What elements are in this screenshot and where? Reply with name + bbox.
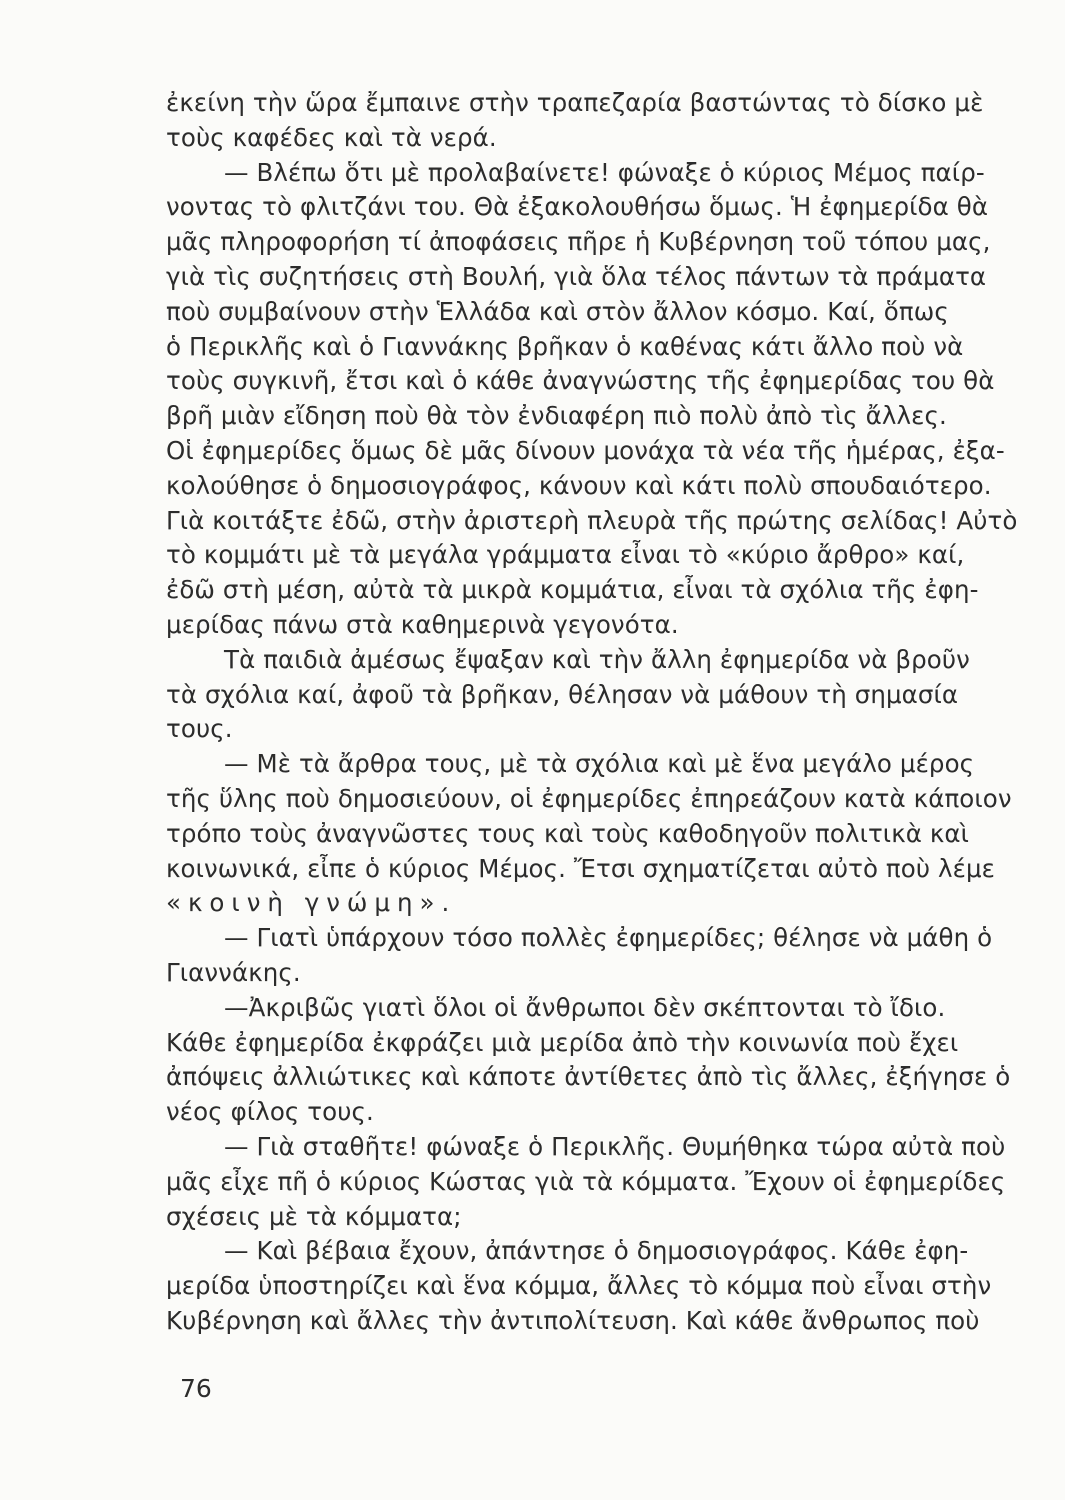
text-line: τὸ κομμάτι μὲ τὰ μεγάλα γράμματα εἶναι τὸ «κύριο ἄρθρο» καί,	[166, 540, 965, 570]
text-line: — Γιατὶ ὑπάρχουν τόσο πολλὲς ἐφημερίδες; θέλησε νὰ μάθη ὁ	[224, 923, 993, 953]
text-line: Κάθε ἐφημερίδα ἐκφράζει μιὰ μερίδα ἀπὸ τὴν κοινωνία ποὺ ἔχει	[166, 1027, 959, 1057]
text-line: νοντας τὸ φλιτζάνι του. Θὰ ἐξακολουθήσω ὅμως. Ἡ ἐφημερίδα θὰ	[166, 192, 989, 222]
text-line: τῆς ὕλης ποὺ δημοσιεύουν, οἱ ἐφημερίδες ἐπηρεάζουν κατὰ κάποιον	[166, 783, 1012, 813]
text-line: Κυβέρνηση καὶ ἄλλες τὴν ἀντιπολίτευση. Καὶ κάθε ἄνθρωπος ποὺ	[166, 1305, 980, 1335]
text-line: Γιὰ κοιτάξτε ἐδῶ, στὴν ἀριστερὴ πλευρὰ τῆς πρώτης σελίδας! Αὐτὸ	[166, 505, 1018, 535]
text-line: ποὺ συμβαίνουν στὴν Ἑλλάδα καὶ στὸν ἄλλον κόσμο. Καί, ὅπως	[166, 296, 949, 326]
text-line: νέος φίλος τους.	[166, 1097, 374, 1127]
text-line: τρόπο τοὺς ἀναγνῶστες τους καὶ τοὺς καθοδηγοῦν πολιτικὰ καὶ	[166, 818, 970, 848]
text-line: τοὺς καφέδες καὶ τὰ νερά.	[166, 122, 497, 152]
text-line: — Βλέπω ὅτι μὲ προλαβαίνετε! φώναξε ὁ κύριος Μέμος παίρ-	[224, 157, 985, 187]
text-line: ὁ Περικλῆς καὶ ὁ Γιαννάκης βρῆκαν ὁ καθένας κάτι ἄλλο ποὺ νὰ	[166, 331, 964, 361]
text-line: κοινωνικά, εἶπε ὁ κύριος Μέμος. Ἔτσι σχηματίζεται αὐτὸ ποὺ λέμε	[166, 853, 996, 883]
text-line: «κοινὴ γνώμη».	[166, 888, 457, 918]
text-line: — Καὶ βέβαια ἔχουν, ἀπάντησε ὁ δημοσιογράφος. Κάθε ἐφη-	[224, 1236, 969, 1266]
body-text	[166, 86, 1022, 1339]
text-line: μᾶς εἶχε πῆ ὁ κύριος Κώστας γιὰ τὰ κόμματα. Ἔχουν οἱ ἐφημερίδες	[166, 1166, 1006, 1196]
text-line: ἐκείνη τὴν ὥρα ἔμπαινε στὴν τραπεζαρία βαστώντας τὸ δίσκο μὲ	[166, 88, 984, 117]
text-line: ἐδῶ στὴ μέση, αὐτὰ τὰ μικρὰ κομμάτια, εἶναι τὰ σχόλια τῆς ἐφη-	[166, 575, 979, 605]
text-line: μερίδας πάνω στὰ καθημερινὰ γεγονότα.	[166, 609, 679, 639]
text-line: Τὰ παιδιὰ ἀμέσως ἔψαξαν καὶ τὴν ἄλλη ἐφημερίδα νὰ βροῦν	[224, 644, 970, 674]
text-line: — Μὲ τὰ ἄρθρα τους, μὲ τὰ σχόλια καὶ μὲ ἕνα μεγάλο μέρος	[224, 749, 975, 779]
text-line: τους.	[166, 714, 233, 744]
text-line: Γιαννάκης.	[166, 957, 301, 987]
text-line: τὰ σχόλια καί, ἀφοῦ τὰ βρῆκαν, θέλησαν νὰ μάθουν τὴ σημασία	[166, 679, 959, 709]
text-line: —Ἀκριβῶς γιατὶ ὅλοι οἱ ἄνθρωποι δὲν σκέπτονται τὸ ἴδιο.	[224, 992, 946, 1022]
text-line: τοὺς συγκινῆ, ἔτσι καὶ ὁ κάθε ἀναγνώστης τῆς ἐφημερίδας του θὰ	[166, 366, 995, 396]
text-line: ἀπόψεις ἀλλιώτικες καὶ κάποτε ἀντίθετες ἀπὸ τὶς ἄλλες, ἐξήγησε ὁ	[166, 1062, 1011, 1092]
text-line: βρῆ μιὰν εἴδηση ποὺ θὰ τὸν ἐνδιαφέρη πιὸ πολὺ ἀπὸ τὶς ἄλλες.	[166, 401, 947, 431]
text-line: γιὰ τὶς συζητήσεις στὴ Βουλή, γιὰ ὅλα τέλος πάντων τὰ πράματα	[166, 261, 987, 291]
text-line: μερίδα ὑποστηρίζει καὶ ἕνα κόμμα, ἄλλες τὸ κόμμα ποὺ εἶναι στὴν	[166, 1271, 992, 1301]
text-line: Οἱ ἐφημερίδες ὅμως δὲ μᾶς δίνουν μονάχα τὰ νέα τῆς ἡμέρας, ἐξα-	[166, 435, 1005, 465]
text-line: μᾶς πληροφορήση τί ἀποφάσεις πῆρε ἡ Κυβέρνηση τοῦ τόπου μας,	[166, 227, 991, 257]
text-line: — Γιὰ σταθῆτε! φώναξε ὁ Περικλῆς. Θυμήθηκα τώρα αὐτὰ ποὺ	[224, 1131, 1006, 1161]
text-line: σχέσεις μὲ τὰ κόμματα;	[166, 1201, 462, 1231]
text-line: κολούθησε ὁ δημοσιογράφος, κάνουν καὶ κάτι πολὺ σπουδαιότερο.	[166, 470, 992, 500]
page-number: 76	[180, 1374, 212, 1403]
